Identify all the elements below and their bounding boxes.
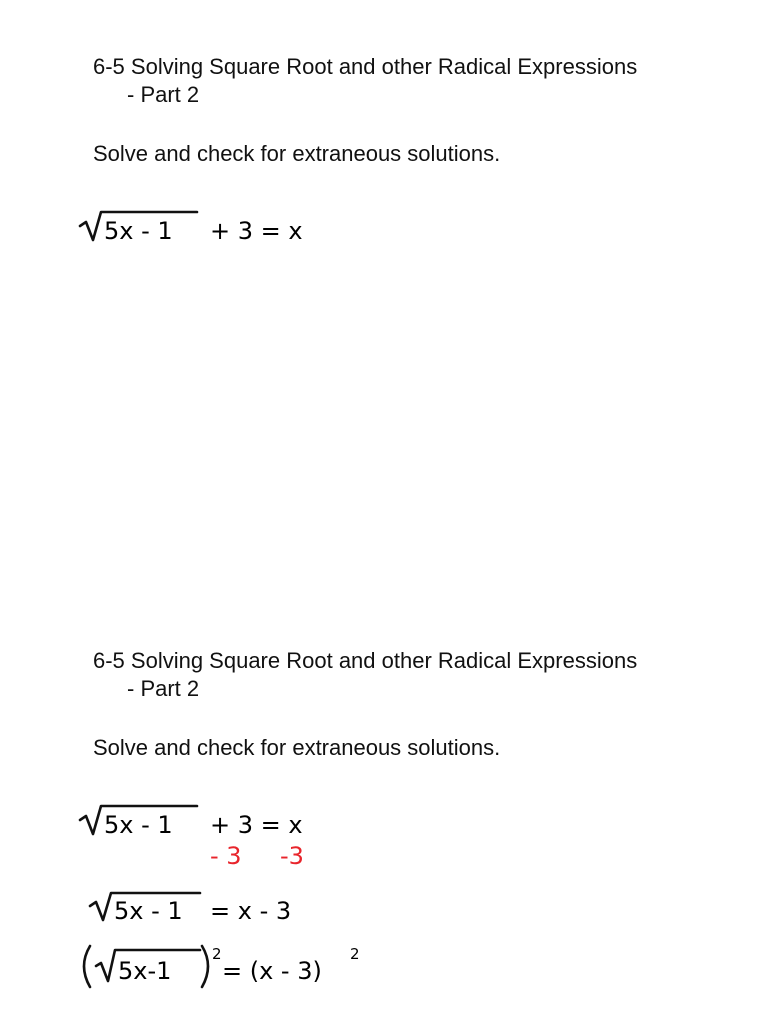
instruction-text: Solve and check for extraneous solutions. xyxy=(93,735,501,760)
isolated-rest-text: = x - 3 xyxy=(210,897,292,925)
squared-middle-text: = (x - 3) xyxy=(222,957,322,985)
instruction-text: Solve and check for extraneous solutions. xyxy=(93,141,501,166)
handwritten-work xyxy=(0,594,768,1024)
equation-rest-text: + 3 = x xyxy=(210,217,303,245)
title-line-1: 6-5 Solving Square Root and other Radical Expressions xyxy=(93,648,638,673)
title-line-2: - Part 2 xyxy=(127,676,200,701)
radicand-text: 5x - 1 xyxy=(104,217,173,245)
subtract-right-text: -3 xyxy=(280,842,304,870)
left-paren xyxy=(84,946,90,987)
squared-left-exponent: 2 xyxy=(212,945,222,963)
squared-right-exponent: 2 xyxy=(350,945,360,963)
right-paren xyxy=(202,946,208,987)
subtract-left-text: - 3 xyxy=(210,842,242,870)
equation-rest-text: + 3 = x xyxy=(210,811,303,839)
slide-2 xyxy=(0,594,768,1024)
squared-radicand-text: 5x-1 xyxy=(118,957,172,985)
title-line-1: 6-5 Solving Square Root and other Radical Expressions xyxy=(93,54,638,79)
radicand-text: 5x - 1 xyxy=(104,811,173,839)
isolated-radicand-text: 5x - 1 xyxy=(114,897,183,925)
title-line-2: - Part 2 xyxy=(127,82,200,107)
